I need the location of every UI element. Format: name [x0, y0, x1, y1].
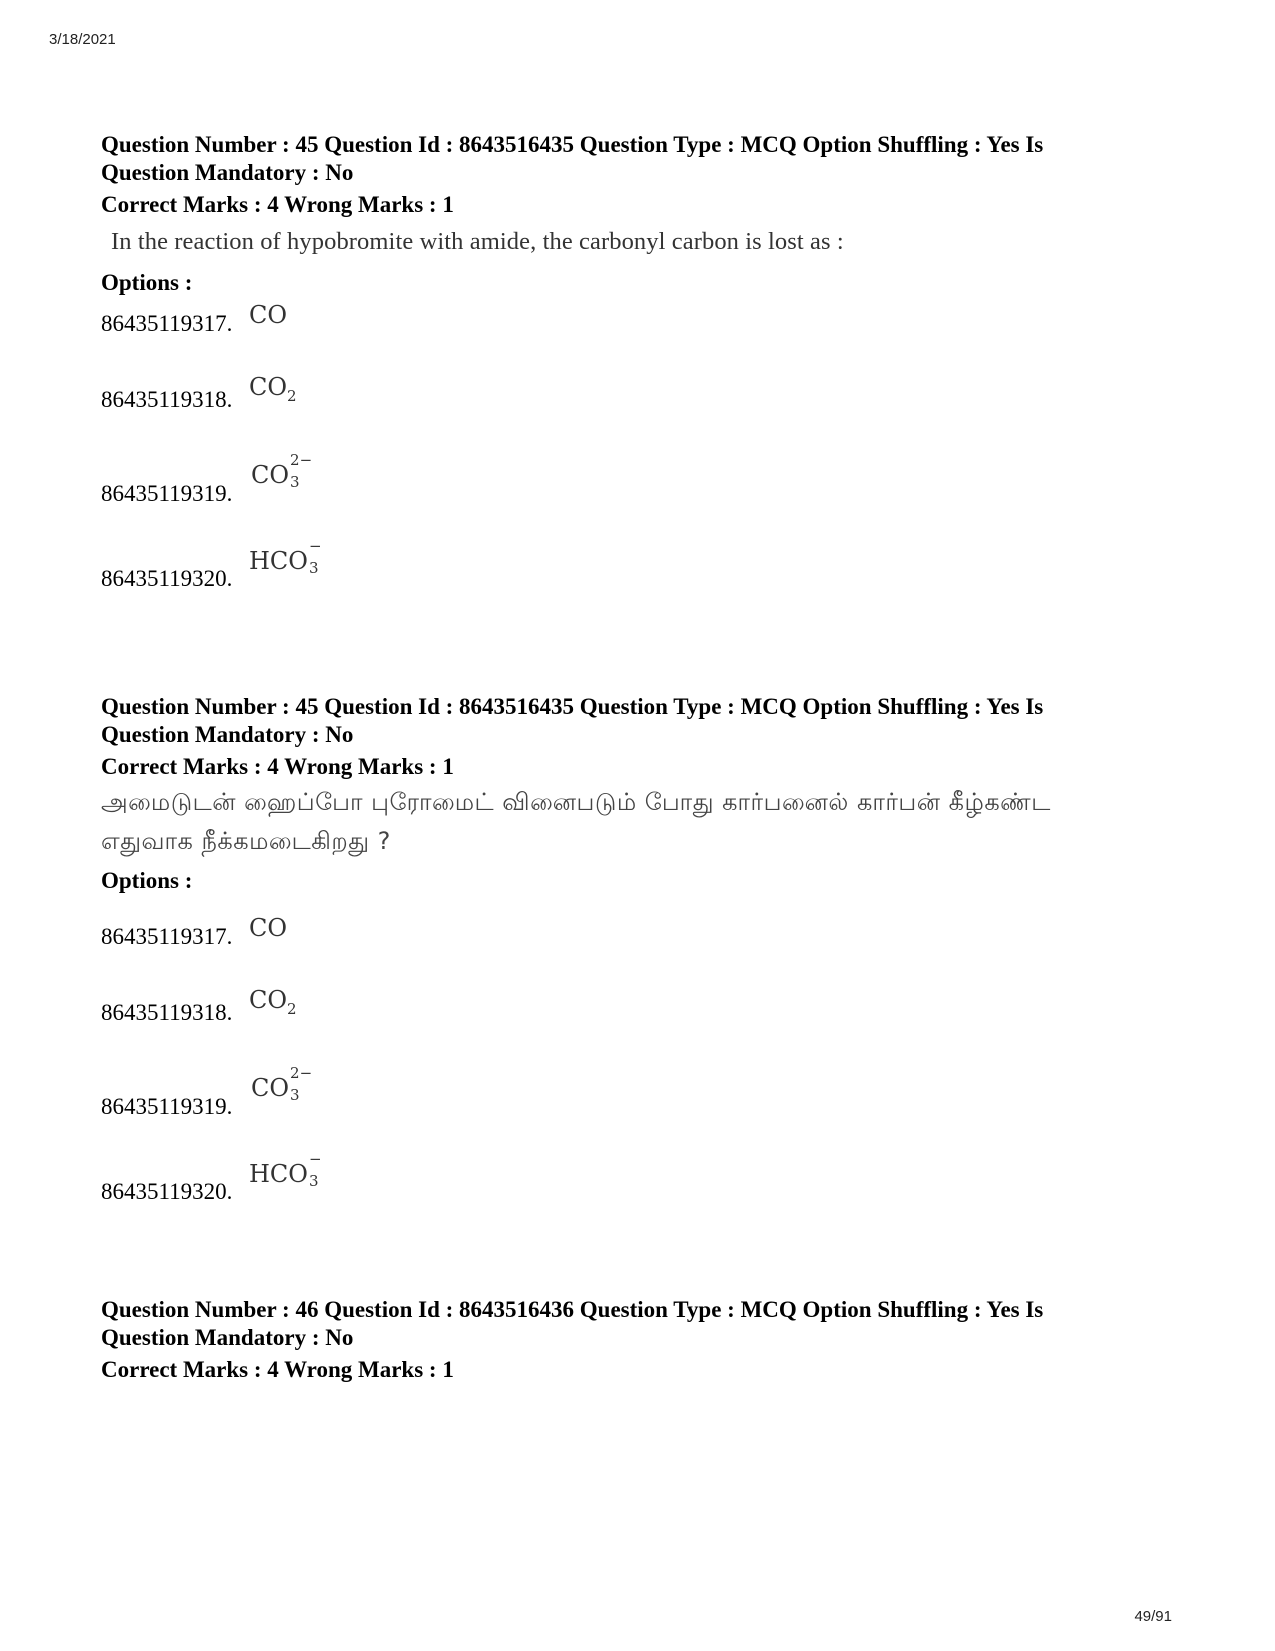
formula-subscript: 3: [290, 1086, 300, 1104]
question-block: [101, 131, 1121, 601]
formula-main: CO: [249, 986, 288, 1014]
formula-subscript: 2: [287, 999, 297, 1018]
formula-superscript: −: [308, 537, 322, 555]
question-meta-line: Question Mandatory : No: [101, 722, 354, 747]
option-item: [101, 480, 232, 508]
formula-subscript: 3: [308, 1172, 319, 1190]
option-formula: [249, 1150, 322, 1190]
option-id: 86435119317.: [101, 311, 233, 336]
formula-main: CO: [251, 461, 290, 489]
option-formula: [251, 1064, 313, 1104]
question-meta: [101, 693, 1121, 749]
option-id: 86435119317.: [101, 924, 233, 949]
option-formula: [249, 986, 297, 1018]
formula-superscript: 2−: [290, 451, 313, 469]
formula-subscript: 2: [287, 386, 297, 405]
question-meta-line: Question Number : 45 Question Id : 8643516435 Question Type : MCQ Option Shuffling : Yes Is: [101, 694, 1044, 719]
question-block: [101, 693, 1121, 1204]
option-item: [101, 999, 232, 1027]
formula-subscript: 3: [290, 473, 300, 491]
formula-subscript: 3: [308, 559, 319, 577]
option-item: [101, 923, 232, 951]
formula-main: CO: [249, 301, 288, 329]
option-id: 86435119319.: [101, 1094, 233, 1119]
formula-superscript: 2−: [290, 1064, 313, 1082]
formula-main: CO: [249, 373, 288, 401]
option-item: [101, 565, 232, 593]
option-formula: [249, 301, 287, 329]
question-meta-line: Question Number : 46 Question Id : 8643516436 Question Type : MCQ Option Shuffling : Yes Is: [101, 1297, 1044, 1322]
question-meta: [101, 1296, 1121, 1352]
question-marks: Correct Marks : 4 Wrong Marks : 1: [101, 192, 454, 217]
question-meta: [101, 131, 1121, 187]
question-text: [101, 783, 1121, 861]
page-number: 49/91: [1134, 1608, 1172, 1625]
formula-main: CO: [251, 1074, 290, 1102]
question-block: [101, 1296, 1121, 1396]
option-id: 86435119318.: [101, 387, 233, 412]
question-meta-line: Question Number : 45 Question Id : 8643516435 Question Type : MCQ Option Shuffling : Yes Is: [101, 132, 1044, 157]
options-label: Options :: [101, 270, 193, 295]
print-date: 3/18/2021: [49, 31, 116, 48]
question-meta-line: Question Mandatory : No: [101, 1325, 354, 1350]
formula-main: CO: [249, 914, 288, 942]
option-formula: [249, 537, 322, 577]
option-id: 86435119318.: [101, 1000, 233, 1025]
formula-main: HCO: [249, 1160, 308, 1188]
question-meta-line: Question Mandatory : No: [101, 160, 354, 185]
question-marks: Correct Marks : 4 Wrong Marks : 1: [101, 1357, 454, 1382]
option-formula: [249, 914, 287, 942]
formula-main: HCO: [249, 547, 308, 575]
option-item: [101, 310, 232, 338]
question-marks: Correct Marks : 4 Wrong Marks : 1: [101, 754, 454, 779]
question-text-line: எதுவாக நீக்கமடைகிறது ?: [101, 827, 391, 855]
option-formula: [251, 451, 313, 491]
options-label: Options :: [101, 868, 193, 893]
question-text: In the reaction of hypobromite with amide, the carbonyl carbon is lost as :: [111, 228, 844, 255]
option-id: 86435119320.: [101, 566, 233, 591]
question-text-line: அமைடுடன் ஹைப்போ புரோமைட் வினைபடும் போது கார்பனைல் கார்பன் கீழ்கண்ட: [101, 788, 1051, 816]
option-item: [101, 386, 232, 414]
formula-superscript: −: [308, 1150, 322, 1168]
option-item: [101, 1178, 232, 1206]
option-formula: [249, 373, 297, 405]
option-item: [101, 1093, 232, 1121]
option-id: 86435119320.: [101, 1179, 233, 1204]
option-id: 86435119319.: [101, 481, 233, 506]
